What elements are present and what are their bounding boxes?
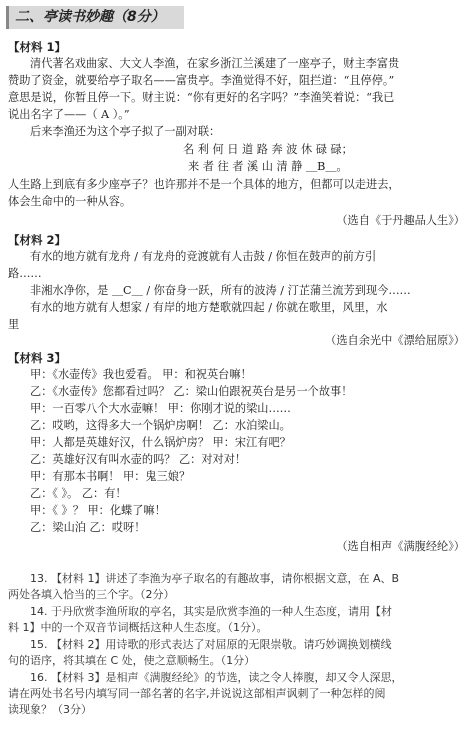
material1-line: 清代著名戏曲家、大文人李渔，在家乡浙江兰溪建了一座亭子，财主李富贵 — [30, 57, 400, 70]
material2-line: 有水的地方就有人想家 / 有岸的地方楚歌就四起 / 你就在歌里，风里，水 — [30, 301, 388, 314]
material1-line: 意思是说，你暂且停一下。财主说：“你有更好的名字吗？”李渔笑着说：“我已 — [8, 91, 395, 104]
material2-source: （选自余光中《漂给屈原》） — [325, 334, 465, 347]
material1-source: （选自《于丹趣品人生》） — [336, 214, 465, 227]
dialogue-line: 甲：一百零八个大水壶嘛！ 甲：你刚才说的梁山…… — [30, 402, 291, 415]
dialogue-line: 乙：梁山泊 乙：哎呀！ — [30, 521, 146, 534]
question-16-cont: 读现象？（3分） — [8, 703, 92, 716]
question-16: 16. 【材料 3】是相声《满腹经纶》的节选，读之令人捧腹，却又令人深思， — [30, 671, 403, 684]
material3-source: （选自相声《满腹经纶》） — [336, 540, 465, 553]
dialogue-line: 甲：有那本书啊！ 甲：鬼三娘？ — [30, 470, 191, 483]
question-15: 15. 【材料 2】用诗歌的形式表达了对屈原的无限崇敬。请巧妙调换划横线 — [30, 638, 392, 651]
dialogue-line: 乙：《 》。 乙：有！ — [30, 487, 127, 500]
dialogue-line: 甲：人都是英雄好汉，什么锅炉房？ 甲：宋江有吧？ — [30, 436, 291, 449]
material1-label: 【材料 1】 — [8, 40, 67, 54]
question-14: 14. 于丹欣赏李渔所取的亭名，其实是欣赏李渔的一种人生态度，请用【材 — [30, 605, 392, 618]
question-14-cont: 料 1】中的一个双音节词概括这种人生态度。（1分）。 — [8, 621, 268, 634]
material1-line: 体会生命中的一种从容。 — [8, 195, 132, 208]
material1-line: 人生路上到底有多少座亭子？也许那并不是一个具体的地方，但都可以走进去， — [8, 178, 400, 191]
couplet-line-1: 名 利 何 日 道 路 奔 波 休 碌 碌； — [183, 143, 353, 156]
material2-line: 里 — [8, 318, 20, 331]
material2-label: 【材料 2】 — [8, 233, 67, 247]
dialogue-line: 甲：《水壶传》我也爱看。 甲：和祝英台嘛！ — [30, 368, 252, 381]
material1-line: 后来李渔还为这个亭子拟了一副对联： — [30, 125, 221, 138]
material1-line: 赞助了资金，就要给亭子取名——富贵亭。李渔觉得不好，阻拦道：“且停停。” — [8, 74, 395, 87]
dialogue-line: 乙：英雄好汉有叫水壶的吗？ 乙：对对对！ — [30, 453, 247, 466]
material2-line: 非湘水净你，是 ＿C＿ / 你奋身一跃，所有的波涛 / 汀芷蒲兰流芳到现今…… — [30, 284, 411, 297]
dialogue-line: 乙：《水壶传》您都看过吗？ 乙：梁山伯跟祝英台是另一个故事！ — [30, 385, 353, 398]
dialogue-line: 甲：《 》？ 甲：化蝶了嘛！ — [30, 504, 166, 517]
question-13-cont: 两处各填入恰当的三个字。（2分） — [8, 588, 175, 601]
couplet-line-2: 来 者 往 者 溪 山 清 静 ＿B＿。 — [188, 160, 348, 173]
question-13: 13. 【材料 1】讲述了李渔为亭子取名的有趣故事，请你根据文意，在 A、B — [30, 572, 400, 585]
section-title: 二、亭读书妙趣（8分） — [6, 6, 184, 29]
material2-line: 路…… — [8, 267, 42, 280]
question-16-cont: 请在两处书名号内填写同一部名著的名字,并说说这部相声讽刺了一种怎样的阅 — [8, 687, 386, 700]
material3-label: 【材料 3】 — [8, 351, 67, 365]
dialogue-line: 乙：哎哟，这得多大一个锅炉房啊！ 乙：水泊梁山。 — [30, 419, 291, 432]
question-15-cont: 句的语序，将其填在 C 处，使之意顺畅生。（1分） — [8, 654, 256, 667]
material2-line: 有水的地方就有龙舟 / 有龙舟的竞渡就有人击鼓 / 你恒在鼓声的前方引 — [30, 250, 377, 263]
material1-line: 说出名字了——（ A ）。” — [8, 108, 130, 121]
